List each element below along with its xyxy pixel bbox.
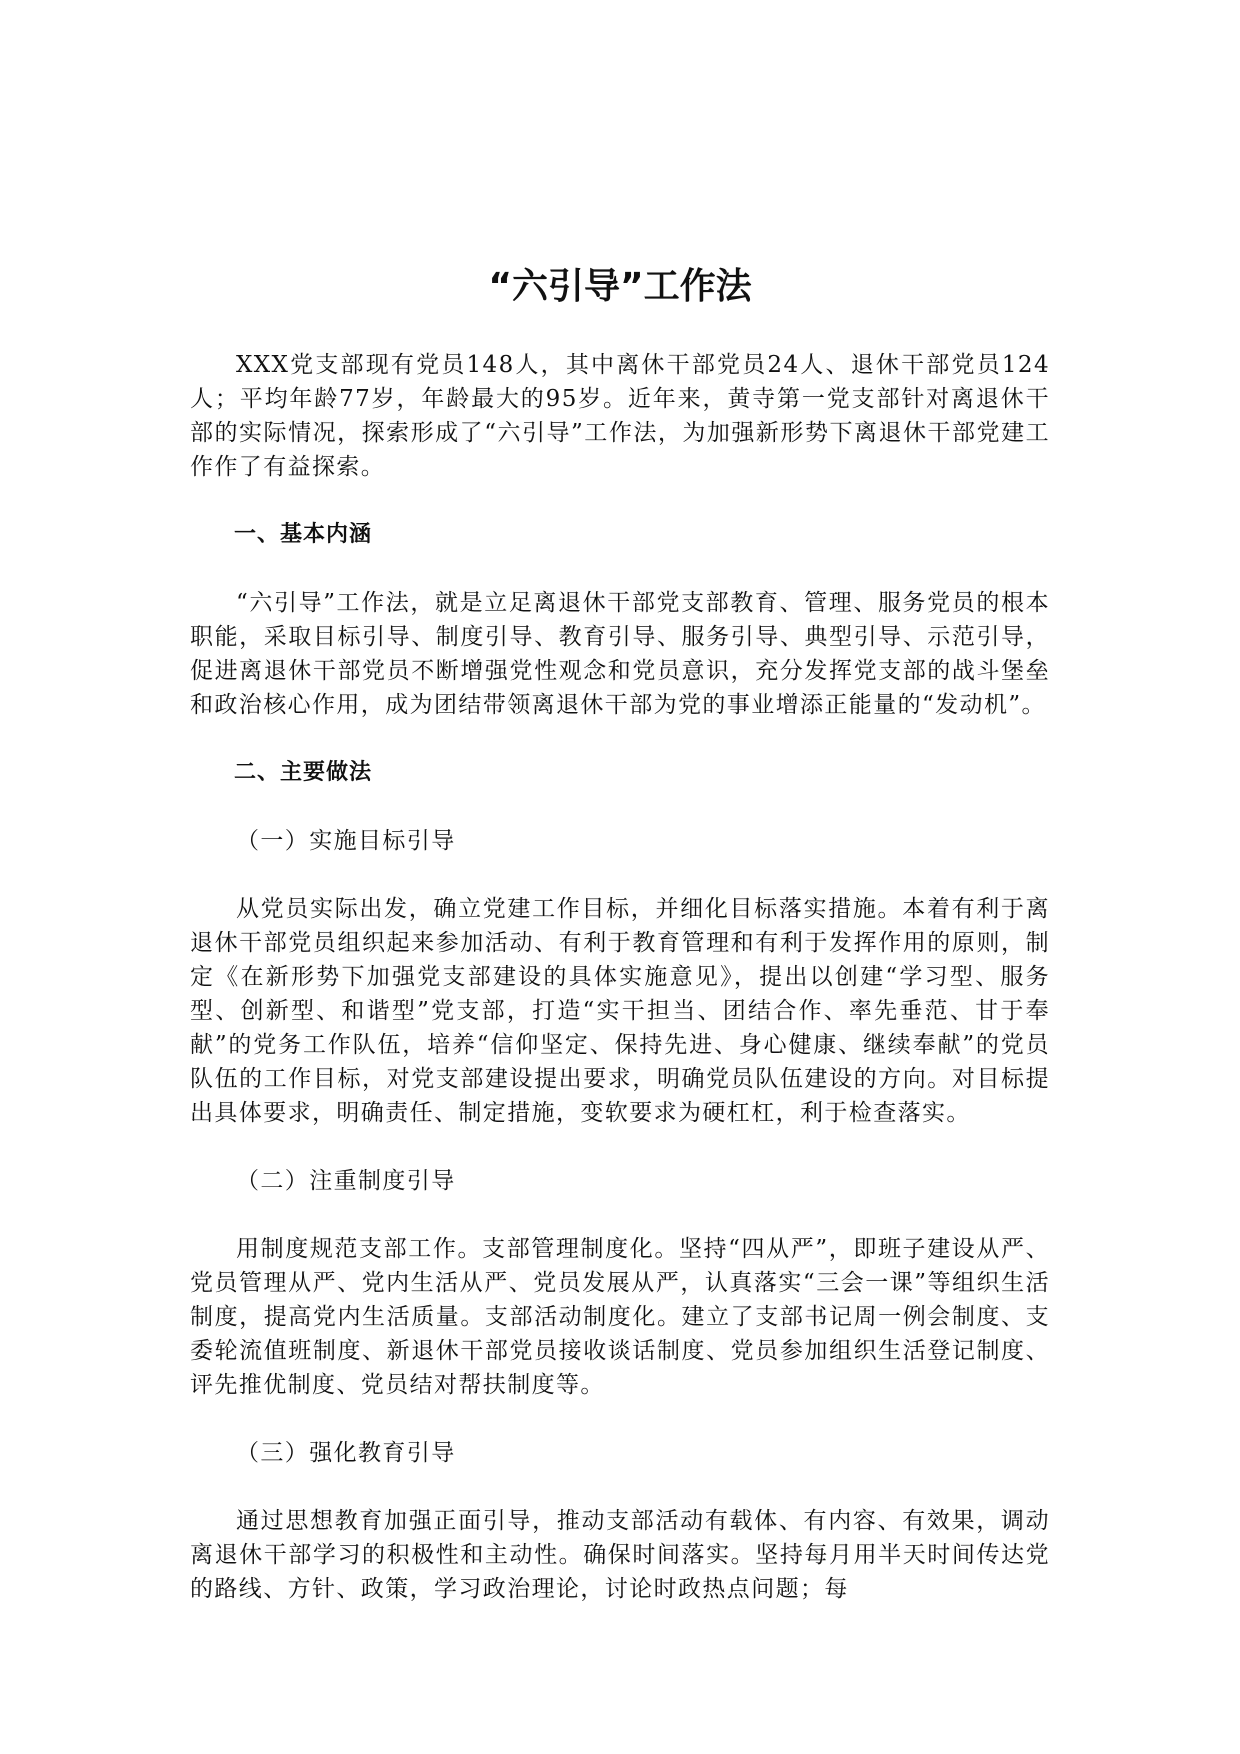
- section-basic-meaning-paragraph: “六引导”工作法，就是立足离退休干部党支部教育、管理、服务党员的根本职能，采取目标引导、制度引导、教育引导、服务引导、典型引导、示范引导，促进离退休干部党员不断增强党性观念和党员意识，充分发挥党支部的战斗堡垒和政治核心作用，成为团结带领离退休干部为党的事业增添正能量的“发动机”。: [190, 590, 1050, 718]
- subheading-education-guidance: （三）强化教育引导: [236, 1440, 456, 1466]
- subheading-goal-guidance: （一）实施目标引导: [236, 828, 456, 854]
- subheading-system-guidance: （二）注重制度引导: [236, 1168, 456, 1194]
- intro-paragraph: XXX党支部现有党员148人，其中离休干部党员24人、退休干部党员124人；平均年龄77岁，年龄最大的95岁。近年来，黄寺第一党支部针对离退休干部的实际情况，探索形成了“六引导”工作法，为加强新形势下离退休干部党建工作作了有益探索。: [190, 352, 1050, 480]
- document-body: [190, 348, 1050, 1640]
- section-heading-basic-meaning: 一、基本内涵: [234, 522, 373, 547]
- document-title: “六引导”工作法: [488, 266, 752, 307]
- goal-guidance-paragraph: 从党员实际出发，确立党建工作目标，并细化目标落实措施。本着有利于离退休干部党员组织起来参加活动、有利于教育管理和有利于发挥作用的原则，制定《在新形势下加强党支部建设的具体实施意见》，提出以创建“学习型、服务型、创新型、和谐型”党支部，打造“实干担当、团结合作、率先垂范、甘于奉献”的党务工作队伍，培养“信仰坚定、保持先进、身心健康、继续奉献”的党员队伍的工作目标，对党支部建设提出要求，明确党员队伍建设的方向。对目标提出具体要求，明确责任、制定措施，变软要求为硬杠杠，利于检查落实。: [190, 896, 1050, 1126]
- system-guidance-paragraph: 用制度规范支部工作。支部管理制度化。坚持“四从严”，即班子建设从严、党员管理从严、党内生活从严、党员发展从严，认真落实“三会一课”等组织生活制度，提高党内生活质量。支部活动制度化。建立了支部书记周一例会制度、支委轮流值班制度、新退休干部党员接收谈话制度、党员参加组织生活登记制度、评先推优制度、党员结对帮扶制度等。: [190, 1236, 1050, 1398]
- education-guidance-paragraph: 通过思想教育加强正面引导，推动支部活动有载体、有内容、有效果，调动离退休干部学习的积极性和主动性。确保时间落实。坚持每月用半天时间传达党的路线、方针、政策，学习政治理论，讨论时政热点问题；每: [190, 1508, 1050, 1602]
- section-heading-main-practices: 二、主要做法: [234, 760, 373, 785]
